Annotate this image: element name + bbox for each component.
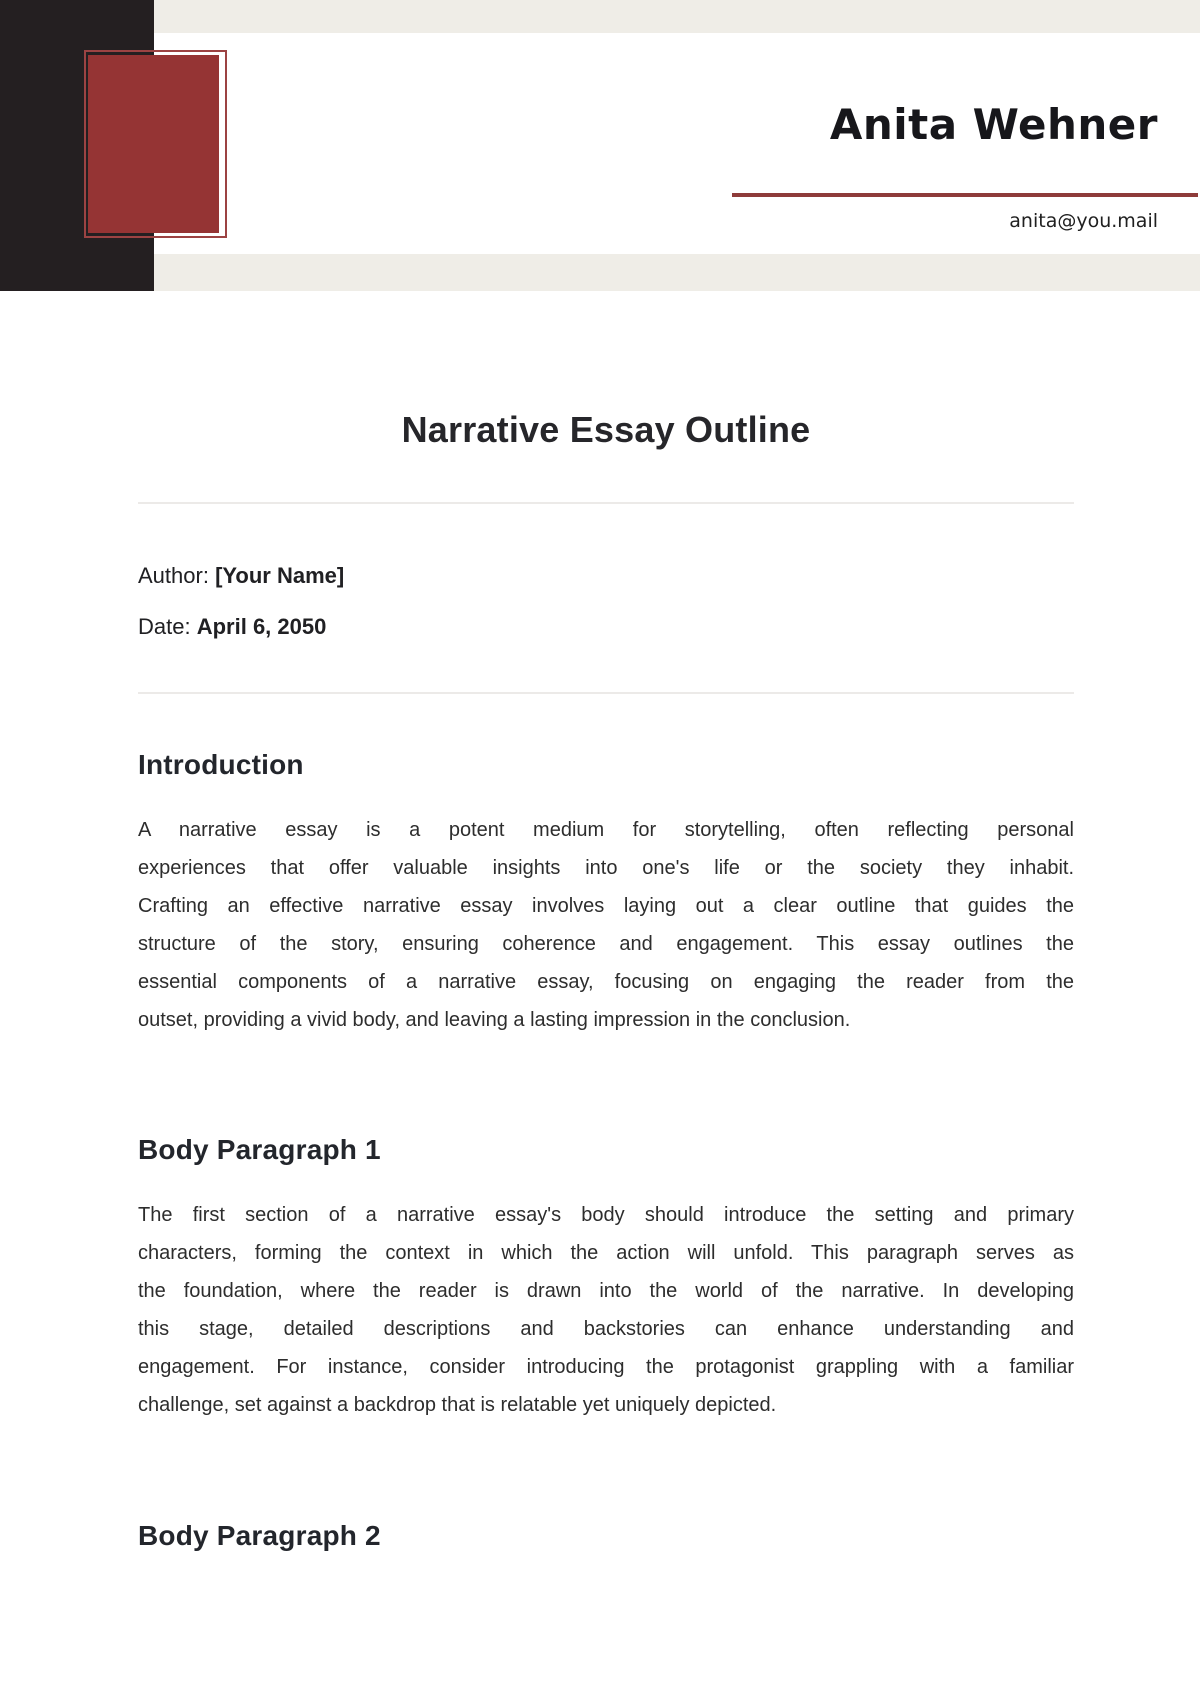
text-line: challenge, set against a backdrop that is relatable yet uniquely depicted. (138, 1394, 777, 1416)
text-line: Crafting an effective narrative essay involves laying out a clear outline that guides the (138, 895, 1074, 917)
author-label: Author: (138, 563, 209, 588)
text-line: this stage, detailed descriptions and backstories can enhance understanding and (138, 1318, 1074, 1340)
date-value: April 6, 2050 (196, 614, 327, 639)
text-line: experiences that offer valuable insights into one's life or the society they inhabit. (138, 857, 1074, 879)
text-line: A narrative essay is a potent medium for storytelling, often reflecting personal (138, 819, 1074, 841)
date-label: Date: (138, 614, 191, 639)
author-value: [Your Name] (215, 563, 345, 588)
divider-under-meta (138, 692, 1074, 694)
header-red-rule (732, 193, 1198, 197)
divider-under-title (138, 502, 1074, 504)
letterhead-header (0, 0, 1200, 291)
body-paragraph-1 (138, 1196, 1074, 1424)
introduction-paragraph (138, 811, 1074, 1039)
beige-strip-top (0, 0, 1200, 33)
text-line: structure of the story, ensuring coherence and engagement. This essay outlines the (138, 933, 1074, 955)
document-title: Narrative Essay Outline (401, 409, 811, 450)
document-body (138, 291, 1074, 1551)
author-name-heading: Anita Wehner (829, 100, 1158, 149)
date-row (138, 613, 1074, 640)
text-line: outset, providing a vivid body, and leaving a lasting impression in the conclusion. (138, 1009, 851, 1031)
text-line: characters, forming the context in which the action will unfold. This paragraph serves as (138, 1242, 1074, 1264)
section-heading-body-paragraph-2: Body Paragraph 2 (138, 1520, 381, 1551)
photo-placeholder (88, 55, 219, 233)
author-row (138, 562, 1074, 589)
beige-strip-bottom (0, 254, 1200, 291)
text-line: The first section of a narrative essay's body should introduce the setting and primary (138, 1204, 1074, 1226)
meta-block (138, 562, 1074, 640)
section-heading-body-paragraph-1: Body Paragraph 1 (138, 1134, 381, 1165)
author-email: anita@you.mail (1009, 210, 1158, 232)
text-line: essential components of a narrative essay, focusing on engaging the reader from the (138, 971, 1074, 993)
text-line: engagement. For instance, consider introducing the protagonist grappling with a familiar (138, 1356, 1074, 1378)
text-line: the foundation, where the reader is drawn into the world of the narrative. In developing (138, 1280, 1074, 1302)
section-heading-introduction: Introduction (138, 749, 304, 780)
